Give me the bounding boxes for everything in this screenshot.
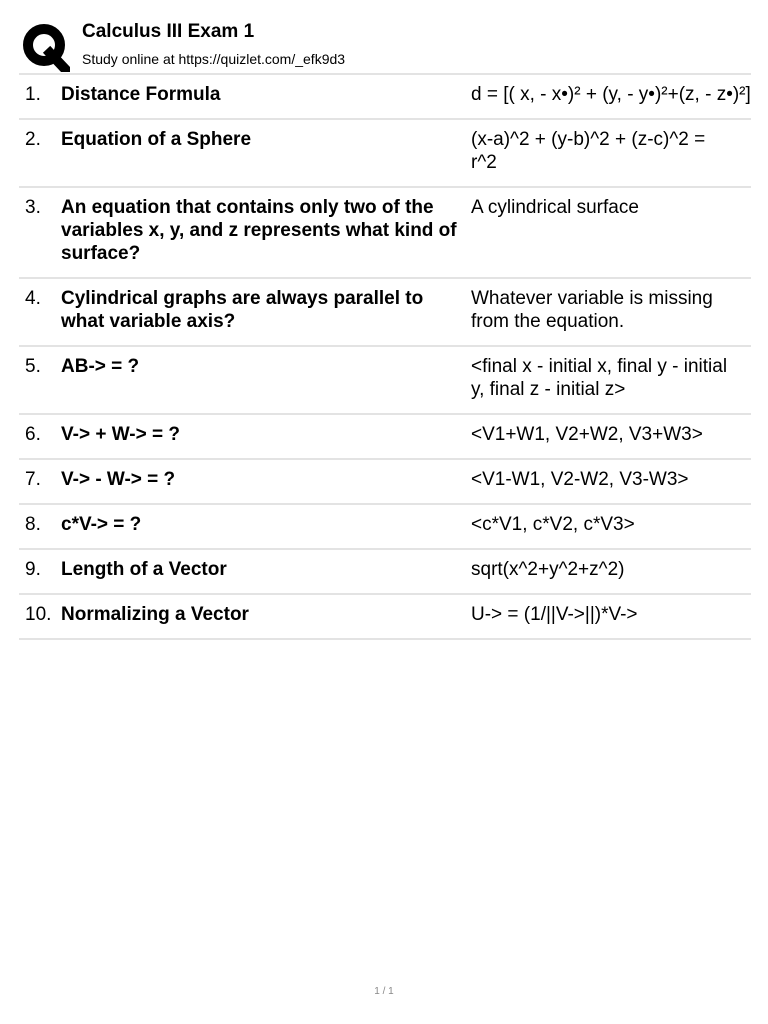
quizlet-q-logo-icon [20, 20, 70, 72]
flashcard-row [19, 75, 751, 120]
card-definition: <V1-W1, V2-W2, V3-W3> [471, 469, 689, 490]
card-number: 3. [25, 197, 41, 218]
card-definition: <V1+W1, V2+W2, V3+W3> [471, 424, 703, 445]
card-number: 2. [25, 129, 41, 150]
flashcard-row [19, 415, 751, 460]
card-definition: Whatever variable is missing from the equation. [471, 288, 713, 332]
card-term: Equation of a Sphere [61, 129, 252, 150]
study-online-link[interactable]: Study online at https://quizlet.com/_efk9d3 [82, 51, 346, 67]
card-number: 9. [25, 559, 41, 580]
card-number: 8. [25, 514, 41, 535]
card-term: Length of a Vector [61, 559, 227, 580]
flashcard-row [19, 347, 751, 415]
flashcard-row [19, 550, 751, 595]
flashcard-row [19, 188, 751, 279]
flashcard-list [19, 73, 751, 640]
card-term: c*V-> = ? [61, 514, 142, 535]
page-title: Calculus III Exam 1 [82, 21, 255, 42]
card-term: Normalizing a Vector [61, 604, 249, 625]
card-definition: U-> = (1/||V->||)*V-> [471, 604, 638, 625]
card-number: 7. [25, 469, 41, 490]
card-definition: d = [( x, - x•)² + (y, - y•)²+(z, - z•)²] [471, 84, 751, 105]
card-number: 6. [25, 424, 41, 445]
card-definition: sqrt(x^2+y^2+z^2) [471, 559, 625, 580]
card-term: AB-> = ? [61, 356, 140, 377]
flashcard-row [19, 120, 751, 188]
card-number: 10. [25, 604, 52, 625]
flashcard-row [19, 460, 751, 505]
card-definition: (x-a)^2 + (y-b)^2 + (z-c)^2 = r^2 [471, 129, 706, 173]
flashcard-row [19, 279, 751, 347]
card-number: 4. [25, 288, 41, 309]
card-term: An equation that contains only two of the variables x, y, and z represents what kind of surface? [61, 197, 457, 264]
card-term: Cylindrical graphs are always parallel to what variable axis? [61, 288, 424, 332]
card-definition: A cylindrical surface [471, 197, 639, 218]
card-term: Distance Formula [61, 84, 221, 105]
card-number: 1. [25, 84, 41, 105]
card-definition: <c*V1, c*V2, c*V3> [471, 514, 635, 535]
flashcard-row [19, 595, 751, 640]
page-indicator: 1 / 1 [374, 986, 394, 997]
card-number: 5. [25, 356, 41, 377]
card-term: V-> + W-> = ? [61, 424, 180, 445]
flashcard-row [19, 505, 751, 550]
card-term: V-> - W-> = ? [61, 469, 176, 490]
card-definition: <final x - initial x, final y - initial y, final z - initial z> [471, 356, 728, 400]
page-header [20, 18, 750, 74]
